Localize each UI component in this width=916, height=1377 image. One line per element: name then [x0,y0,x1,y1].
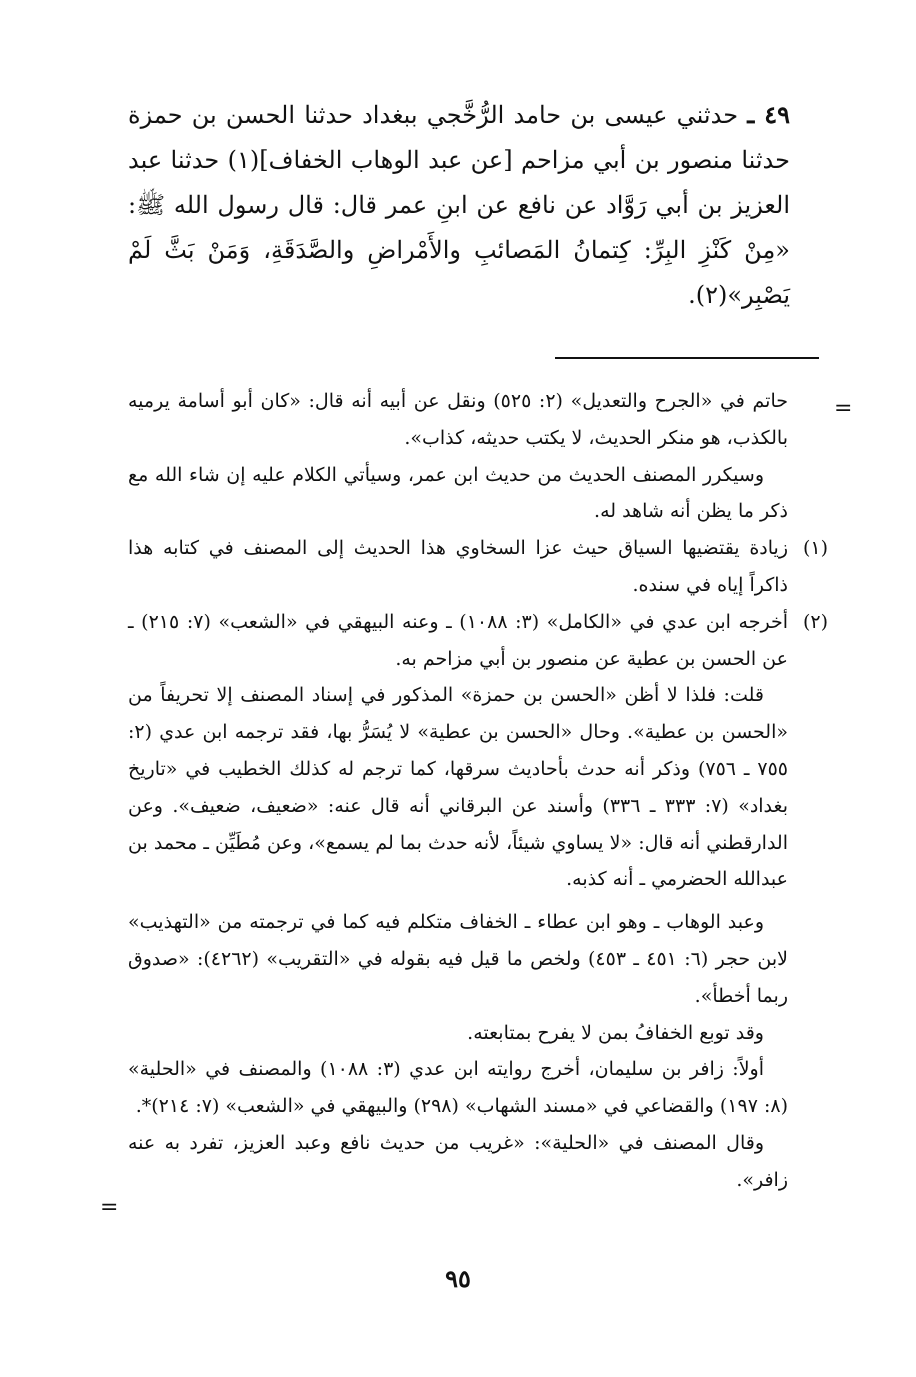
footnote-2 [128,604,828,678]
footnotes [128,383,828,1199]
footnote-2-paragraph-3: وعبد الوهاب ـ وهو ابن عطاء ـ الخفاف متكلم فيه كما في ترجمته من «التهذيب» لابن حجر (٦: ٤٥١ ـ ٤٥٣) ولخص ما قيل فيه بقوله في «التقريب» (٤٢٦٢): «صدوق ربما أخطأ». [128,911,788,1007]
footnote-separator [555,357,819,359]
footnote-2-text: أخرجه ابن عدي في «الكامل» (٣: ١٠٨٨) ـ وعنه البيهقي في «الشعب» (٧: ٢١٥) ـ عن الحسن بن عطية عن منصور بن أبي مزاحم به. [128,610,788,670]
continuation-mark-top: = [834,396,853,421]
footnote-1-number: (١) [802,537,828,560]
continuation-mark-bottom: = [100,1195,119,1220]
page-number: ٩٥ [445,1264,471,1293]
hadith-block [128,92,790,318]
hadith-body: حدثني عيسى بن حامد الرُّخَّجي ببغداد حدثنا الحسن بن حمزة حدثنا منصور بن أبي مزاحم [عن عبد الوهاب الخفاف](١) حدثنا عبد العزيز بن أبي رَوَّاد عن نافع عن ابنِ عمر قال: قال رسول الله ﷺ: «مِنْ كَنْزِ البِرِّ: كِتمانُ المَصائبِ والأَمْراضِ والصَّدَقَةِ، وَمَنْ بَثَّ لَمْ يَصْبِر»(٢). [128,101,790,309]
footnote-2-number: (٢) [802,610,828,633]
footnote-1-text: زيادة يقتضيها السياق حيث عزا السخاوي هذا الحديث إلى المصنف في كتابه هذا ذاكراً إياه في سنده. [128,537,788,596]
footnote-2-paragraph-2: قلت: فلذا لا أظن «الحسن بن حمزة» المذكور في إسناد المصنف إلا تحريفاً من «الحسن بن عطية». وحال «الحسن بن عطية» لا يُسَرُّ بها، فقد ترجمه ابن عدي (٢: ٧٥٥ ـ ٧٥٦) وذكر أنه حدث بأحاديث سرقها، كما ترجم له كذلك الخطيب في «تاريخ بغداد» (٧: ٣٣٣ ـ ٣٣٦) وأسند عن البرقاني أنه قال عنه: «ضعيف، ضعيف». وعن الدارقطني أنه قال: «لا يساوي شيئاً، لأنه حدث بما لم يسمع»، وعن مُطَيِّن ـ محمد بن عبدالله الحضرمي ـ أنه كذبه. [128,684,788,891]
footnote-2-paragraph-4: وقد توبع الخفافُ بمن لا يفرح بمتابعته. [467,1021,764,1044]
footnote-carryover-2: وسيكرر المصنف الحديث من حديث ابن عمر، وسيأتي الكلام عليه إن شاء الله مع ذكر ما يظن أنه شاهد له. [128,463,788,523]
footnote-2-paragraph-6: وقال المصنف في «الحلية»: «غريب من حديث نافع وعبد العزيز، تفرد به عنه زافر». [128,1131,788,1191]
footnote-2-paragraph-5: أولاً: زافر بن سليمان، أخرج روايته ابن عدي (٣: ١٠٨٨) والمصنف في «الحلية» (٨: ١٩٧) والقضاعي في «مسند الشهاب» (٢٩٨) والبيهقي في «الشعب» (٧: ٢١٤)*. [128,1058,788,1118]
footnote-carryover-1: حاتم في «الجرح والتعديل» (٢: ٥٢٥) ونقل عن أبيه أنه قال: «كان أبو أسامة يرميه بالكذب، هو منكر الحديث، لا يكتب حديثه، كذاب». [128,390,788,449]
hadith-text [128,92,790,318]
hadith-number: ٤٩ ـ [747,100,790,129]
footnote-1 [128,530,828,604]
